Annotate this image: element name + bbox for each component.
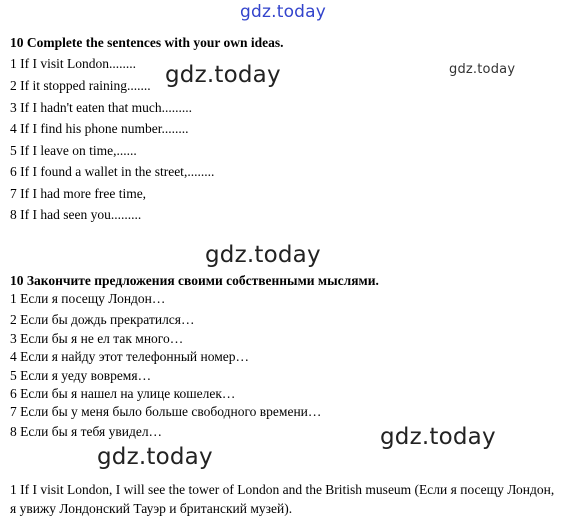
sentence-item-en: 8 If I had seen you......... [10,207,142,222]
sentence-item-ru: 2 Если бы дождь прекратился… [10,312,195,327]
watermark-mid-right: gdz.today [165,62,281,88]
sentence-item-en: 5 If I leave on time,...... [10,143,137,158]
sentence-item-en: 7 If I had more free time, [10,186,147,201]
sentence-item-en: 3 If I hadn't eaten that much......... [10,100,192,115]
sentence-item-ru: 8 Если бы я тебя увидел… [10,424,163,439]
sentence-item-ru: 4 Если я найду этот телефонный номер… [10,349,249,364]
sentence-item-en: 4 If I find his phone number........ [10,121,189,136]
sentence-item-ru: 3 Если бы я не ел так много… [10,331,184,346]
answer-paragraph: 1 If I visit London, I will see the tower of London and the British museum (Если я посещу Лондон, я увижу Лондонский Тауэр и британский музей). [10,482,555,516]
watermark-small-right: gdz.today [449,62,516,77]
exercise-heading-en: 10 Complete the sentences with your own ideas. [10,35,284,50]
watermark-center: gdz.today [205,242,321,268]
exercise-heading-ru: 10 Закончите предложения своими собственными мыслями. [10,273,379,288]
sentence-item-ru: 7 Если бы у меня было больше свободного времени… [10,404,322,419]
sentence-item-ru: 5 Если я уеду вовремя… [10,368,152,383]
watermark-top: gdz.today [240,2,327,22]
watermark-lower-left: gdz.today [97,444,213,470]
sentence-item-en: 1 If I visit London........ [10,56,136,71]
watermark-lower-right: gdz.today [380,424,496,450]
sentence-item-en: 2 If it stopped raining....... [10,78,151,93]
sentence-item-ru: 6 Если бы я нашел на улице кошелек… [10,386,236,401]
sentence-item-ru: 1 Если я посещу Лондон… [10,291,166,306]
sentence-item-en: 6 If I found a wallet in the street,........ [10,164,215,179]
